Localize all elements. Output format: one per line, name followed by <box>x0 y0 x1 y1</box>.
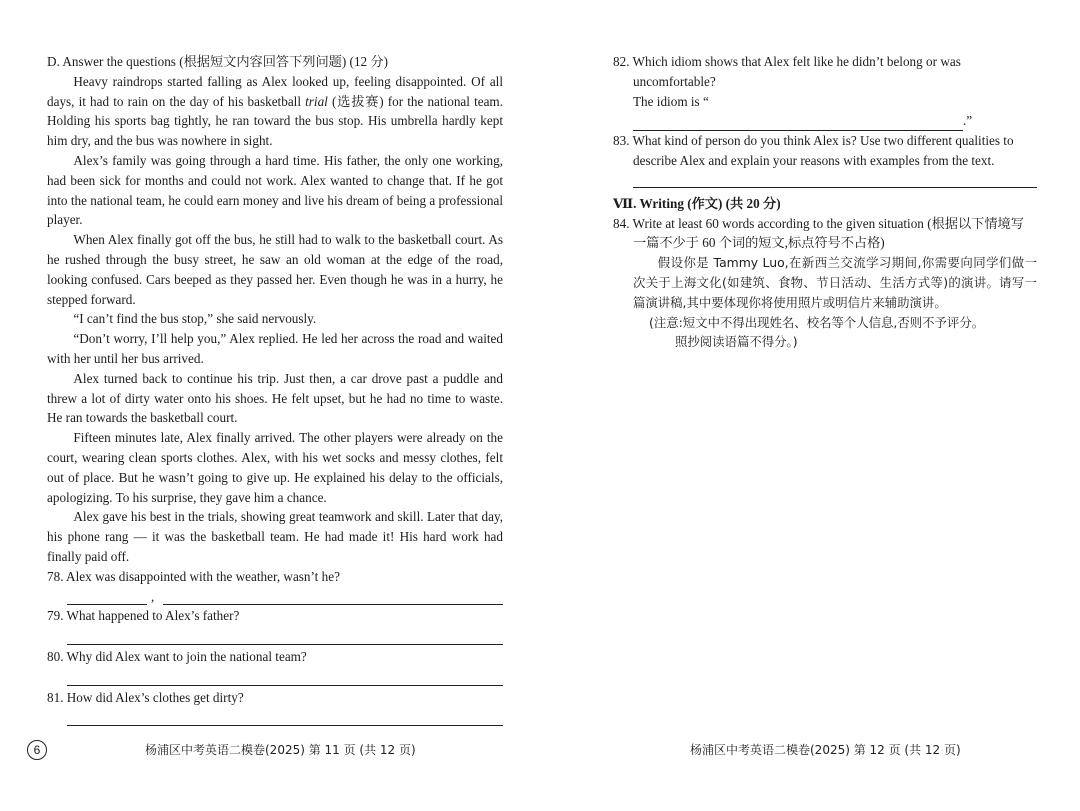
section-d-heading: D. Answer the questions (根据短文内容回答下列问题) (12 分) <box>47 54 389 69</box>
idiom-prefix: The idiom is “ <box>633 93 709 109</box>
footer-left: 杨浦区中考英语二模卷(2025) 第 11 页 (共 12 页) <box>145 743 416 757</box>
writing-note-2: 照抄阅读语篇不得分。) <box>675 334 798 350</box>
passage-paragraph <box>47 72 503 151</box>
passage-paragraph: “I can’t find the bus stop,” she said nervously. <box>73 311 317 327</box>
page-number-badge: 6 <box>27 740 47 760</box>
answer-83-line[interactable] <box>633 171 1037 188</box>
question-81: 81. How did Alex’s clothes get dirty? <box>47 689 244 705</box>
question-84: 84. Write at least 60 words according to the given situation (根据以下情境写一篇不少于 60 个词的短文,标点符号不占格) <box>613 215 1024 251</box>
right-page <box>540 0 1080 811</box>
question-80: 80. Why did Alex want to join the national team? <box>47 648 307 664</box>
right-column <box>613 52 1037 352</box>
idiom-suffix: .” <box>963 113 973 129</box>
question-83: 83. What kind of person do you think Alex is? Use two different qualities to describe Alex and explain your reasons with examples from the text. <box>613 133 1014 168</box>
writing-note-1: (注意:短文中不得出现姓名、校名等个人信息,否则不予评分。 <box>649 314 985 330</box>
answer-82-blank[interactable] <box>633 116 963 131</box>
passage-paragraph: “Don’t worry, I’ll help you,” Alex replied. He led her across the road and waited with her until her bus arrived. <box>47 331 503 366</box>
passage-paragraph: Alex’s family was going through a hard time. His father, the only one working, had been sick for months and could not work. Alex wanted to change that. If he got into the national team, he could earn money and live his dream of being a professional player. <box>47 152 503 228</box>
answer-78-comma: , <box>151 588 155 604</box>
passage-paragraph: Alex gave his best in the trials, showing great teamwork and skill. Later that day, his phone rang — it was the basketball team. He had made it! His hard work had finally paid off. <box>47 509 503 564</box>
answer-78-blank-b[interactable] <box>163 587 503 605</box>
question-82: 82. Which idiom shows that Alex felt like he didn’t belong or was uncomfortable? <box>613 54 961 89</box>
writing-section-heading: Ⅶ. Writing (作文) (共 20 分) <box>613 195 781 211</box>
passage-paragraph: When Alex finally got off the bus, he still had to walk to the basketball court. As he rushed through the busy street, he saw an old woman at the edge of the road, looking confused. Cars beeped as they passed her. Even though he was in a hurry, he stepped forward. <box>47 232 503 307</box>
italic-term: trial <box>305 93 328 109</box>
passage-paragraph: Fifteen minutes late, Alex finally arrived. The other players were already on the court, wearing clean sports clothes. Alex, with his wet socks and messy clothes, felt out of place. But he wasn’t going to give up. He explained his delay to the officials, apologizing. To his surprise, they gave him a chance. <box>47 430 503 505</box>
question-79: 79. What happened to Alex’s father? <box>47 608 240 624</box>
passage-paragraph: Alex turned back to continue his trip. Just then, a car drove past a puddle and threw a lot of dirty water onto his shoes. He felt upset, but he had no time to waste. He ran towards the basketball court. <box>47 370 503 426</box>
paragraph-text: (选拔赛) for the national team. Holding his sports bag tightly, he ran toward the bus stop. His umbrella hardly kept him dry, and the bus was nowhere in sight. <box>47 93 503 149</box>
answer-78-row <box>67 587 503 605</box>
writing-prompt: 假设你是 Tammy Luo,在新西兰交流学习期间,你需要向同学们做一次关于上海文化(如建筑、食物、节日活动、生活方式等)的演讲。请写一篇演讲稿,其中要体现你将使用照片或明信片来辅助演讲。 <box>633 255 1037 310</box>
answer-82-row <box>613 92 1037 132</box>
answer-80-line[interactable] <box>67 667 503 686</box>
answer-79-line[interactable] <box>67 626 503 645</box>
question-78: 78. Alex was disappointed with the weather, wasn’t he? <box>47 568 340 584</box>
answer-78-blank-a[interactable] <box>67 587 147 605</box>
passage <box>47 72 503 567</box>
footer-right: 杨浦区中考英语二模卷(2025) 第 12 页 (共 12 页) <box>690 743 961 757</box>
left-column <box>47 52 503 728</box>
paragraph-text: Heavy raindrops started falling as Alex looked up, feeling disappointed. Of all days, it had to rain on the day of his basketball <box>47 73 503 109</box>
answer-81-line[interactable] <box>67 707 503 726</box>
